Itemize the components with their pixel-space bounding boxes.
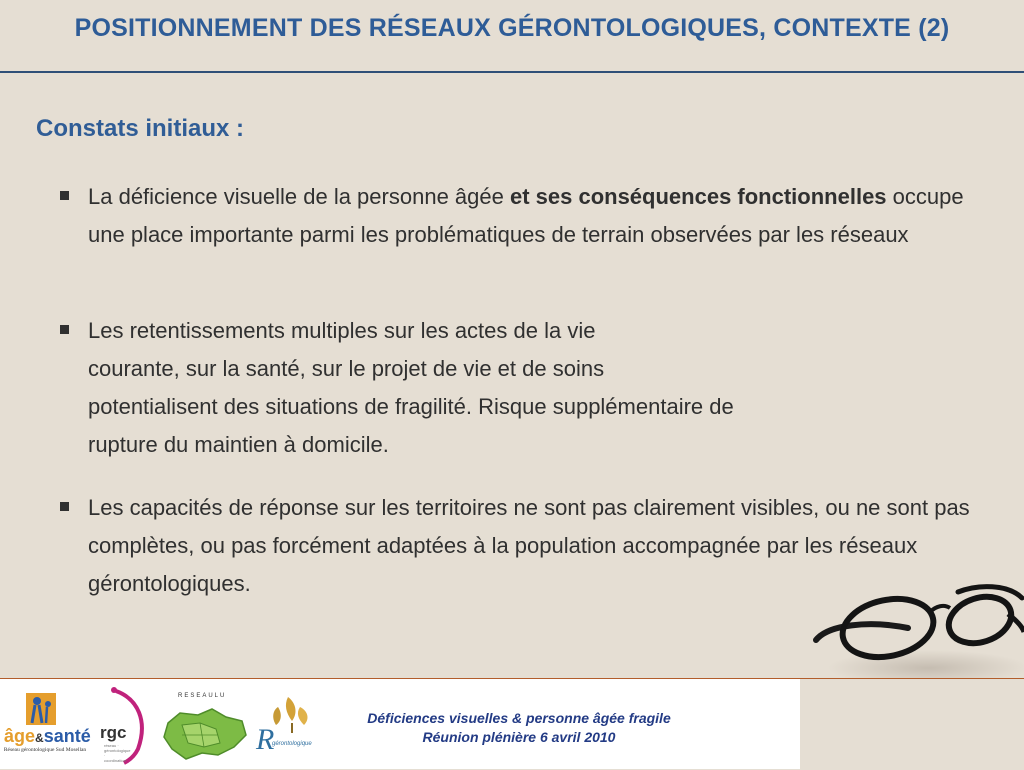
age-sante-logo [2, 689, 91, 763]
footer-caption [324, 709, 714, 747]
age-sante-figures-icon [2, 689, 88, 729]
rgc-small-text: réseau · gérontologique · coordination [104, 743, 131, 763]
bullet-item [60, 178, 990, 293]
bullet-line: rupture du maintien à domicile. [88, 432, 389, 457]
bullet-text-bold: et ses conséquences fonctionnelles [509, 184, 887, 209]
rgc-text: rgc [100, 723, 127, 742]
eyeglasses-image [808, 580, 1024, 688]
bullet-text: Les capacités de réponse sur les territoires ne sont pas clairement visibles, ou ne sont pas complètes, ou pas forcément adaptées à la population accompagnée par les réseaux gérontologiques. [88, 495, 970, 596]
square-bullet-icon [60, 502, 69, 511]
bullet-text-pre: La déficience visuelle de la personne âgée [88, 184, 510, 209]
age-sante-caption: Réseau gérontologique Sud Mosellan [3, 747, 87, 753]
bullet-line: potentialisent des situations de fragilité. Risque supplémentaire de [88, 394, 734, 419]
square-bullet-icon [60, 191, 69, 200]
rgc-logo [98, 685, 158, 765]
leaf-r-icon [252, 693, 320, 763]
footer-line-1: Déficiences visuelles & personne âgée fragile [367, 710, 671, 726]
footer-line-2: Réunion plénière 6 avril 2010 [422, 729, 616, 745]
title-bar [0, 0, 1024, 72]
age-sante-word1: âge [4, 726, 36, 746]
age-sante-word2: santé [43, 726, 91, 746]
reseaulu-logo [160, 693, 250, 765]
bullet-line: courante, sur la santé, sur le projet de vie et de soins [88, 356, 605, 381]
bullet-line: Les retentissements multiples sur les actes de la vie [88, 318, 596, 343]
title-divider [0, 71, 1024, 73]
footer-bar [0, 678, 800, 769]
reseaulu-text: RESEAULU [178, 693, 227, 699]
svg-text:R: R [256, 723, 275, 756]
slide-title: POSITIONNEMENT DES RÉSEAUX GÉRONTOLOGIQUES, CONTEXTE (2) [74, 14, 950, 42]
square-bullet-icon [60, 325, 69, 334]
bullet-item [60, 312, 990, 463]
bullet-list [60, 178, 990, 603]
footer-right-area [800, 678, 1024, 769]
rgeronto-text: gérontologique [272, 741, 312, 747]
bullet-text-post: occupe une place importante parmi les problématiques de terrain observées par les réseaux [88, 184, 964, 247]
rgeronto-logo [252, 693, 320, 763]
section-title: Constats initiaux : [36, 115, 245, 142]
map-region-icon [160, 703, 250, 765]
age-sante-amp: & [35, 731, 44, 745]
